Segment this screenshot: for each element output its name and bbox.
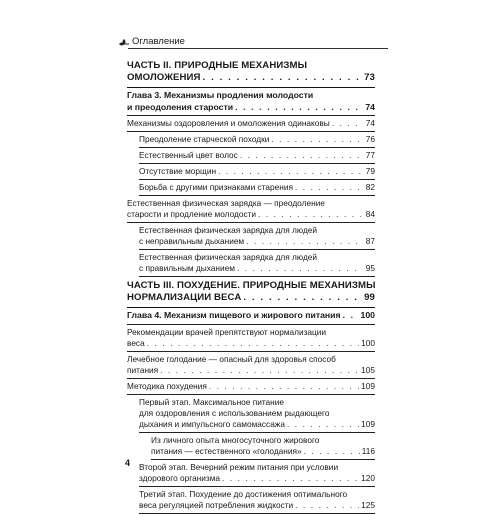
- toc-entry-page: 84: [365, 209, 375, 219]
- dot-leader: [240, 150, 361, 161]
- toc-entry-title-line: Естественная физическая зарядка — преодоление: [127, 198, 325, 208]
- dot-leader: [209, 381, 359, 392]
- dot-leader: [295, 182, 361, 193]
- toc-entry[interactable]: [139, 132, 375, 148]
- toc-entry-line: [151, 446, 375, 457]
- toc-entry-page: 73: [364, 72, 375, 83]
- dot-leader: [287, 419, 359, 430]
- toc-entry-title-line: Борьба с другими признаками старения: [139, 182, 293, 192]
- toc-entry[interactable]: [139, 250, 375, 277]
- toc-entry-title-line: Естественный цвет волос: [139, 150, 238, 160]
- toc-entry-page: 95: [365, 263, 375, 273]
- dot-leader: [332, 118, 361, 129]
- toc-entry-line: [127, 72, 375, 84]
- toc-entry-line: [139, 182, 375, 193]
- toc-entry-title-line: дыхания и импульсного самомассажа: [139, 418, 285, 429]
- toc-entry-title-line: с правильным дыханием: [139, 263, 235, 273]
- toc-entry[interactable]: [139, 148, 375, 164]
- dot-leader: [147, 338, 359, 349]
- toc-entry[interactable]: [139, 223, 375, 250]
- toc-entry-page: 76: [365, 134, 375, 144]
- toc-entry[interactable]: [139, 395, 375, 433]
- toc-entry[interactable]: [139, 180, 375, 196]
- toc-entry-page: 74: [365, 118, 375, 128]
- toc-entry[interactable]: [127, 57, 375, 88]
- toc-entry-line: [127, 381, 375, 392]
- toc-entry-title-line: Третий этап. Похудение до достижения оптимального: [139, 488, 348, 499]
- toc-entry[interactable]: [127, 116, 375, 132]
- toc-entry-title-line: Рекомендации врачей препятствуют нормализации: [127, 326, 327, 337]
- toc-entry-title-line: ОМОЛОЖЕНИЯ: [127, 72, 201, 83]
- toc-entry-page: 99: [364, 292, 375, 303]
- toc-entry-page: 74: [365, 101, 375, 112]
- toc-entry-title-line: питания — естественного «голодания»: [151, 445, 302, 456]
- dot-leader: [304, 446, 360, 457]
- toc-entry-title-line: веса: [127, 337, 145, 348]
- toc-entry-title-line: Механизмы оздоровления и омоложения одинаковы: [127, 118, 330, 128]
- toc-entry-page: 87: [365, 236, 375, 246]
- toc-entry-line: [139, 500, 375, 511]
- dot-leader: [237, 263, 361, 274]
- toc-entry[interactable]: [127, 325, 375, 352]
- dot-leader: [243, 292, 361, 304]
- toc-entry-line: [127, 118, 375, 129]
- dot-leader: [343, 310, 359, 322]
- toc-entry-page: 109: [361, 380, 375, 391]
- toc-entry[interactable]: [127, 88, 375, 116]
- toc-entry[interactable]: [127, 352, 375, 379]
- toc-entry-title-line: Отсутствие морщин: [139, 166, 217, 176]
- toc-entry-line: [139, 134, 375, 145]
- toc-entry[interactable]: [151, 433, 375, 460]
- toc-entry-title-line: питания: [127, 364, 159, 375]
- toc-entry-title-line: старости и продление молодости: [127, 209, 257, 219]
- toc-entry-title-line: Методика похудения: [127, 380, 207, 391]
- page-number: 4: [125, 458, 131, 468]
- toc-entry-title-line: НОРМАЛИЗАЦИИ ВЕСА: [127, 292, 242, 303]
- dot-leader: [271, 134, 361, 145]
- toc-entry[interactable]: [127, 379, 375, 395]
- toc-entry-line: [127, 338, 375, 349]
- running-header: [118, 36, 388, 50]
- toc-entry-title-line: ЧАСТЬ II. ПРИРОДНЫЕ МЕХАНИЗМЫ: [127, 60, 308, 71]
- toc-entry[interactable]: [139, 487, 375, 514]
- toc-entry-title-line: Первый этап. Максимальное питание: [139, 396, 284, 407]
- toc-entry-page: 100: [361, 337, 375, 348]
- toc-entry-page: 82: [365, 182, 375, 192]
- header-rule: [128, 48, 388, 49]
- toc-entry-page: 109: [361, 418, 375, 429]
- dot-leader: [295, 500, 359, 511]
- toc-entry[interactable]: [127, 277, 375, 308]
- toc-entry-title-line: и преодоления старости: [127, 101, 234, 112]
- toc-entry-line: [139, 150, 375, 161]
- toc-entry-page: 77: [365, 150, 375, 160]
- dot-leader: [203, 72, 361, 84]
- toc-entry-title-line: Глава 4. Механизм пищевого и жирового питания: [127, 310, 341, 320]
- toc-entry-title-line: для оздоровления с использованием рыдающего: [139, 407, 330, 418]
- toc-entry-line: [127, 209, 375, 220]
- toc-entry-title-line: Лечебное голодание — опасный для здоровья способ: [127, 353, 336, 364]
- dot-leader: [246, 236, 361, 247]
- toc-entry-line: [127, 365, 375, 376]
- toc-entry-page: 120: [361, 472, 375, 483]
- header-title: Оглавление: [132, 36, 185, 47]
- toc-entry-title-line: веса регуляцией потребления жидкости: [139, 499, 294, 510]
- toc-entry-line: [127, 310, 375, 322]
- toc-entry[interactable]: [127, 308, 375, 325]
- dot-leader: [235, 102, 361, 114]
- toc-entry-title-line: Естественная физическая зарядка для людей: [139, 252, 318, 262]
- toc-entry-page: 79: [365, 166, 375, 176]
- table-of-contents: [127, 57, 375, 514]
- toc-entry-line: [139, 263, 375, 274]
- toc-entry[interactable]: [139, 460, 375, 487]
- toc-entry-line: [139, 473, 375, 484]
- dot-leader: [218, 166, 361, 177]
- dot-leader: [258, 209, 361, 220]
- toc-entry-title-line: с неправильным дыханием: [139, 236, 245, 246]
- toc-entry-page: 125: [361, 499, 375, 510]
- toc-entry-title-line: Преодоление старческой походки: [139, 134, 270, 144]
- toc-entry-line: [139, 236, 375, 247]
- toc-entry-page: 116: [361, 445, 375, 456]
- toc-entry-title-line: Второй этап. Вечерний режим питания при условии: [139, 461, 339, 472]
- toc-entry[interactable]: [127, 196, 375, 223]
- toc-entry-line: [127, 292, 375, 304]
- toc-entry-title-line: ЧАСТЬ III. ПОХУДЕНИЕ. ПРИРОДНЫЕ МЕХАНИЗМЫ: [127, 280, 376, 291]
- dot-leader: [160, 365, 359, 376]
- toc-entry-page: 105: [361, 364, 375, 375]
- toc-entry-title-line: здорового организма: [139, 472, 221, 483]
- toc-entry-title-line: Глава 3. Механизмы продления молодости: [127, 90, 314, 100]
- toc-entry-title-line: Естественная физическая зарядка для людей: [139, 225, 318, 235]
- toc-entry[interactable]: [139, 164, 375, 180]
- toc-entry-line: [127, 102, 375, 114]
- toc-entry-page: 100: [360, 310, 375, 320]
- toc-entry-line: [139, 166, 375, 177]
- dot-leader: [222, 473, 359, 484]
- toc-entry-title-line: Из личного опыта многосуточного жирового: [151, 434, 320, 445]
- toc-entry-line: [139, 419, 375, 430]
